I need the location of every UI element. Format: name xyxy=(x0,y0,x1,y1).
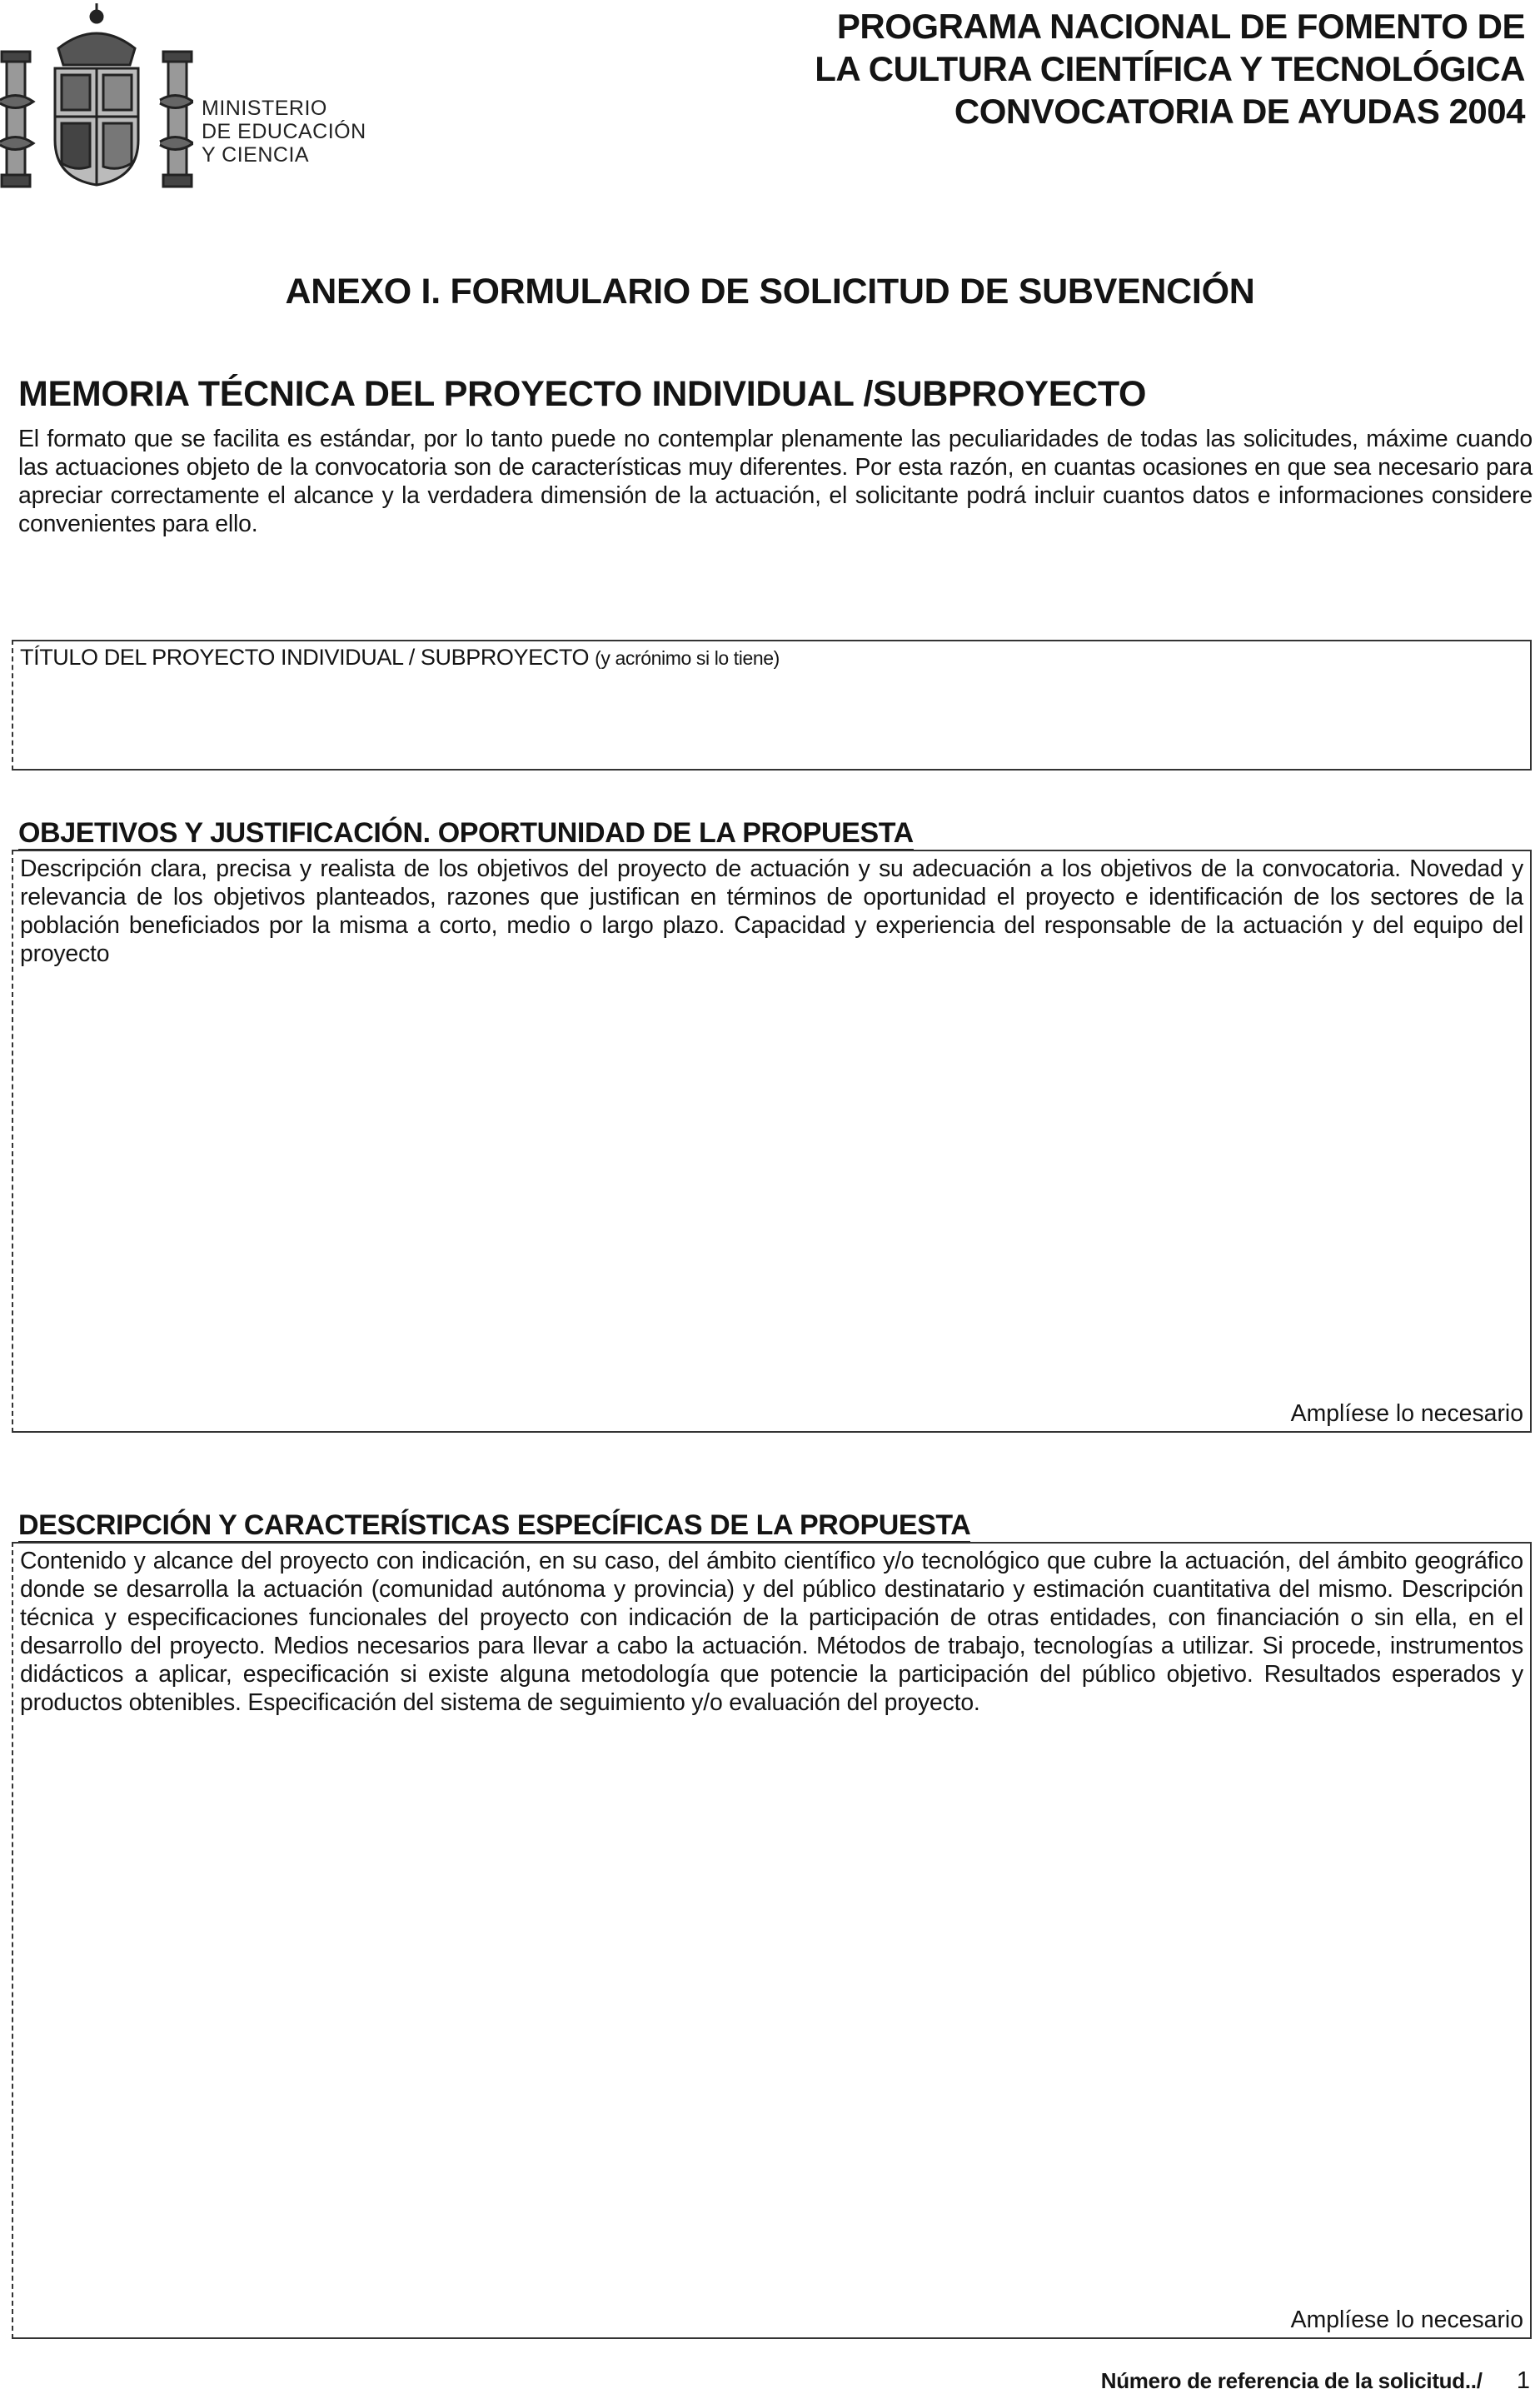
annex-title: ANEXO I. FORMULARIO DE SOLICITUD DE SUBVENCIÓN xyxy=(285,272,1255,312)
ministry-line-3: Y CIENCIA xyxy=(202,143,310,167)
program-title xyxy=(815,5,1525,132)
objetivos-text-area[interactable] xyxy=(12,850,1532,1433)
page-footer xyxy=(1101,2367,1530,2395)
program-line-3: CONVOCATORIA DE AYUDAS 2004 xyxy=(954,92,1525,131)
project-title-field[interactable] xyxy=(12,640,1532,771)
page-number: 1 xyxy=(1516,2367,1530,2394)
descripcion-expand-note: Amplíese lo necesario xyxy=(1290,2307,1523,2333)
objetivos-expand-note: Amplíese lo necesario xyxy=(1290,1400,1523,1427)
program-line-1: PROGRAMA NACIONAL DE FOMENTO DE xyxy=(836,7,1525,46)
descripcion-text-area[interactable] xyxy=(12,1542,1532,2339)
memoria-intro: El formato que se facilita es estándar, por lo tanto puede no contemplar plenamente las peculiaridades de todas las solicitudes, máxime cuando las actuaciones objeto de la convocatoria son de características muy diferentes. Por esta razón, en cuantas ocasiones en que sea necesario para apreciar correctamente el alcance y la verdadera dimensión de la actuación, el solicitante podrá incluir cuantos datos e informaciones considere convenientes para ello. xyxy=(18,426,1533,537)
program-line-2: LA CULTURA CIENTÍFICA Y TECNOLÓGICA xyxy=(815,49,1525,88)
ministry-line-2: DE EDUCACIÓN xyxy=(202,120,366,143)
memoria-title: MEMORIA TÉCNICA DEL PROYECTO INDIVIDUAL /SUBPROYECTO xyxy=(18,374,1147,414)
ministry-line-1: MINISTERIO xyxy=(202,97,327,120)
descripcion-heading: DESCRIPCIÓN Y CARACTERÍSTICAS ESPECÍFICAS DE LA PROPUESTA xyxy=(18,1509,971,1541)
project-title-label-text: TÍTULO DEL PROYECTO INDIVIDUAL / SUBPROYECTO xyxy=(20,645,590,670)
objetivos-description: Descripción clara, precisa y realista de los objetivos del proyecto de actuación y su adecuación a los objetivos de la convocatoria. Novedad y relevancia de los objetivos planteados, razones que justifican en términos de oportunidad el proyecto e identificación de los sectores de la población beneficiados por la misma a corto, medio o largo plazo. Capacidad y experiencia del responsable de la actuación y del equipo del proyecto xyxy=(20,855,1523,967)
ministry-name xyxy=(202,97,366,167)
descripcion-description: Contenido y alcance del proyecto con indicación, en su caso, del ámbito científico y/o tecnológico que cubre la actuación, del ámbito geográfico donde se desarrolla la actuación (comunidad autónoma y provincia) y del público destinatario y estimación cuantitativa del mismo. Descripción técnica y especificaciones funcionales del proyecto con indicación de la participación de otras entidades, con financiación o sin ella, en el desarrollo del proyecto. Medios necesarios para llevar a cabo la actuación. Métodos de trabajo, tecnologías a utilizar. Si procede, instrumentos didácticos a aplicar, especificación si existe alguna metodología que potencie la participación del público objetivo. Resultados esperados y productos obtenibles. Especificación del sistema de seguimiento y/o evaluación del proyecto. xyxy=(20,1548,1523,1716)
project-title-label-note: (y acrónimo si lo tiene) xyxy=(595,647,780,669)
coat-of-arms-emblem xyxy=(0,0,193,193)
project-title-label xyxy=(20,645,780,671)
objetivos-heading: OBJETIVOS Y JUSTIFICACIÓN. OPORTUNIDAD DE LA PROPUESTA xyxy=(18,817,914,849)
reference-number-label: Número de referencia de la solicitud../ xyxy=(1100,2368,1483,2393)
